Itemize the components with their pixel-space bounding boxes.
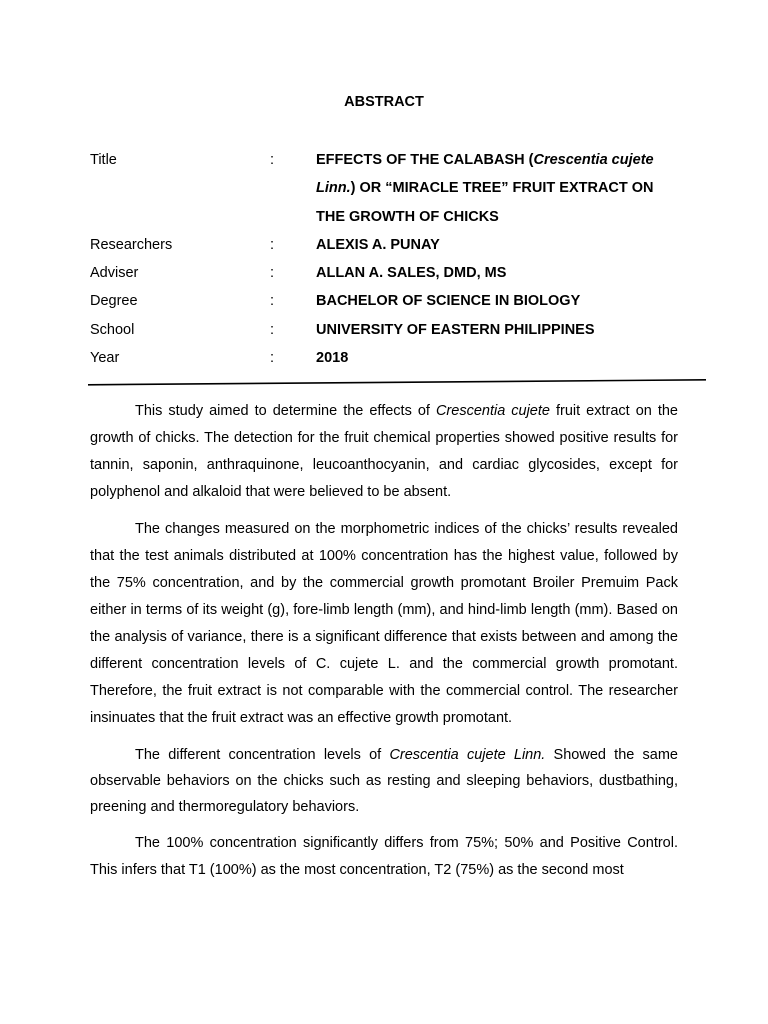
meta-label-title: Title: [90, 152, 117, 168]
meta-value-title: [316, 146, 676, 231]
meta-row-school: [90, 316, 690, 344]
meta-row-adviser: [90, 259, 690, 287]
meta-label-school: School: [90, 321, 135, 338]
meta-label-researchers: Researchers: [90, 236, 173, 253]
text-run: This study aimed to determine the effects of: [135, 403, 436, 419]
meta-colon: :: [270, 236, 275, 253]
meta-value-degree: BACHELOR OF SCIENCE IN BIOLOGY: [316, 293, 581, 310]
title-part: EFFECTS OF THE CALABASH (: [316, 152, 534, 168]
abstract-body: [90, 398, 678, 894]
text-run: fruit extract on the growth of chicks. The detection for the fruit chemical properties showed positive results for tannin, saponin, anthraquinone, leucoanthocyanin, and cardiac glycosides, except for polyphenol and alkaloid that were believed to be absent.: [90, 403, 679, 500]
meta-colon: :: [270, 350, 275, 367]
title-part: ) OR “MIRACLE TREE” FRUIT EXTRACT ON THE GROWTH OF CHICKS: [316, 180, 654, 225]
meta-colon: :: [270, 321, 275, 338]
paragraph-3: [90, 742, 678, 820]
meta-colon: :: [270, 293, 275, 310]
meta-row-year: [90, 344, 690, 372]
meta-row-degree: [90, 287, 690, 315]
meta-value-adviser: ALLAN A. SALES, DMD, MS: [316, 265, 507, 282]
meta-value-school: UNIVERSITY OF EASTERN PHILIPPINES: [316, 321, 595, 338]
metadata-table: [90, 146, 690, 372]
title-part-italic: Crescentia cujete Linn.: [316, 152, 654, 197]
paragraph-1: [90, 398, 678, 506]
section-divider: [88, 376, 710, 388]
text-run: The 100% concentration significantly differs from 75%; 50% and Positive Control. This infers that T1 (100%) as the most concentration, T2 (75%) as the second most: [90, 835, 678, 878]
meta-value-year: 2018: [316, 350, 349, 367]
meta-value-researchers: ALEXIS A. PUNAY: [316, 236, 440, 253]
paragraph-4: [90, 830, 678, 884]
text-run: Showed the same observable behaviors on the chicks such as resting and sleeping behaviors, dustbathing, preening and thermoregulatory behaviors.: [90, 747, 678, 815]
meta-label-adviser: Adviser: [90, 265, 139, 282]
meta-label-year: Year: [90, 350, 120, 367]
meta-label-degree: Degree: [90, 293, 138, 310]
text-run: The changes measured on the morphometric indices of the chicks’ results revealed that the test animals distributed at 100% concentration has the highest value, followed by the 75% concentration, and by the commercial growth promotant Broiler Premuim Pack either in terms of its weight (g), fore-limb length (mm), and hind-limb length (mm). Based on the analysis of variance, there is a significant difference that exists between and among the different concentration levels of C. cujete L. and the commercial growth promotant. Therefore, the fruit extract is not comparable with the commercial control. The researcher insinuates that the fruit extract was an effective growth promotant.: [90, 521, 678, 726]
meta-row-researchers: [90, 231, 690, 259]
meta-colon: :: [270, 265, 275, 282]
text-run-italic: Crescentia cujete Linn.: [389, 747, 546, 763]
paragraph-2: [90, 516, 678, 732]
text-run-italic: Crescentia cujete: [435, 403, 550, 419]
meta-colon: :: [270, 152, 275, 168]
meta-row-title: [90, 146, 690, 231]
abstract-heading: ABSTRACT: [344, 94, 424, 110]
text-run: The different concentration levels of: [135, 747, 390, 763]
